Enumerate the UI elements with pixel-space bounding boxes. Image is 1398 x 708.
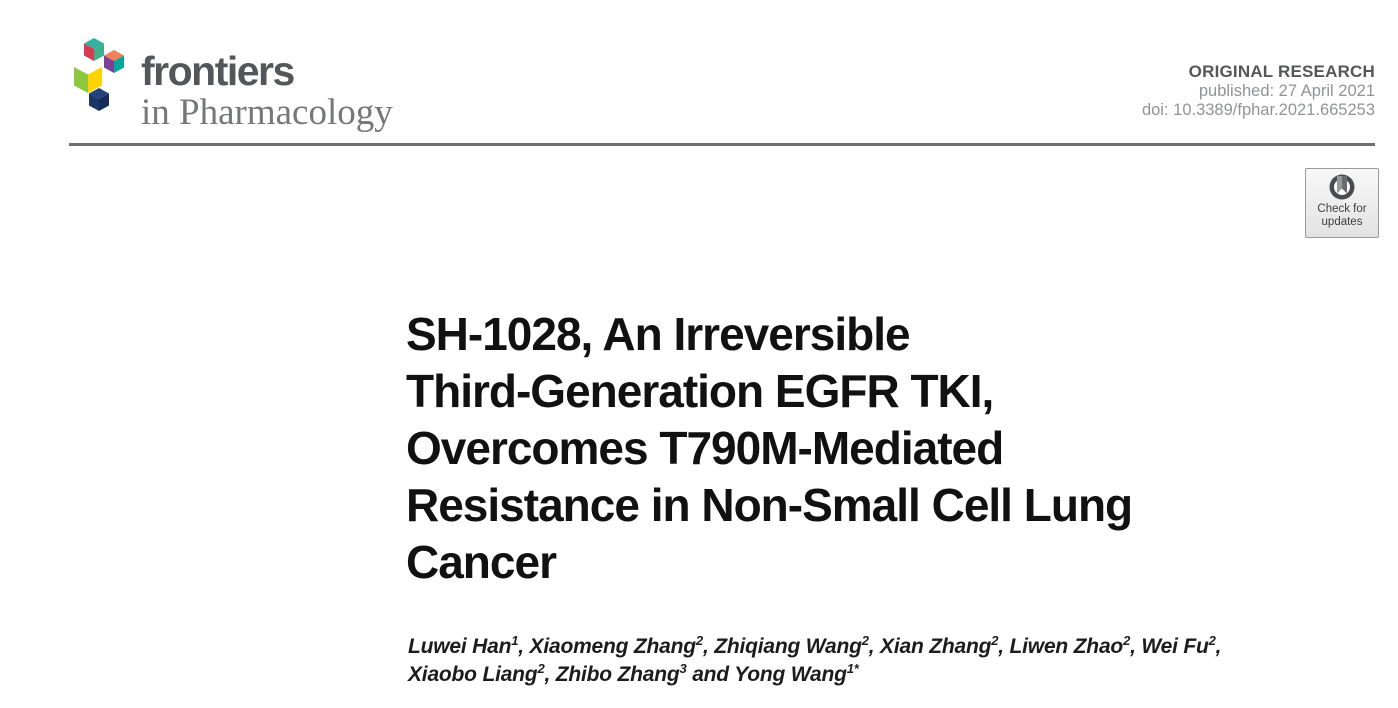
author-name: Zhibo Zhang bbox=[555, 663, 680, 686]
author-affiliation-superscript: 1 bbox=[511, 633, 519, 648]
journal-wordmark bbox=[141, 50, 393, 134]
check-for-updates-label-line2: updates bbox=[1321, 216, 1363, 228]
author-name: Xian Zhang bbox=[880, 635, 992, 658]
article-title-line: Overcomes T790M-Mediated bbox=[406, 422, 1004, 474]
author-name: Liwen Zhao bbox=[1009, 635, 1124, 658]
doi-link[interactable]: doi: 10.3389/fphar.2021.665253 bbox=[1141, 101, 1375, 119]
author bbox=[1141, 635, 1221, 658]
author-separator: , bbox=[868, 635, 881, 658]
author-separator: , bbox=[998, 635, 1010, 658]
author-list-line2 bbox=[408, 661, 1388, 689]
author-separator: , bbox=[702, 635, 715, 658]
author-affiliation-superscript: 2 bbox=[537, 661, 545, 676]
article-title-line: Third-Generation EGFR TKI, bbox=[406, 365, 994, 417]
author-affiliation-superscript: 2 bbox=[1208, 633, 1216, 648]
author-separator: , bbox=[1215, 635, 1222, 658]
author bbox=[880, 635, 1010, 658]
journal-name-frontiers: frontiers bbox=[141, 48, 294, 94]
article-title-line: Resistance in Non-Small Cell Lung bbox=[406, 479, 1133, 531]
author-affiliation-superscript: 2 bbox=[861, 633, 869, 648]
article-type-label: ORIGINAL RESEARCH bbox=[1188, 62, 1375, 81]
author bbox=[556, 663, 734, 686]
author bbox=[408, 663, 556, 686]
author-separator: , bbox=[518, 635, 530, 658]
author-name: Luwei Han bbox=[408, 635, 512, 658]
article-title bbox=[406, 306, 1366, 591]
author-name: Wei Fu bbox=[1141, 635, 1209, 658]
author-list-line1 bbox=[408, 633, 1388, 661]
header-divider bbox=[69, 143, 1375, 146]
author-name: Xiaobo Liang bbox=[408, 663, 538, 686]
author bbox=[408, 635, 530, 658]
crossmark-icon bbox=[1325, 173, 1359, 203]
article-title-line: SH-1028, An Irreversible bbox=[406, 308, 910, 360]
author-separator: , bbox=[1130, 635, 1142, 658]
frontiers-logo-icon bbox=[66, 36, 136, 118]
article-meta-block bbox=[1142, 62, 1375, 121]
author bbox=[530, 635, 715, 658]
author-affiliation-superscript: 3 bbox=[679, 661, 687, 676]
author-name: Zhiqiang Wang bbox=[714, 635, 862, 658]
author-affiliation-superscript: 1* bbox=[846, 661, 859, 676]
published-date: published: 27 April 2021 bbox=[1198, 81, 1375, 100]
author-name: Xiaomeng Zhang bbox=[529, 635, 696, 658]
author-list bbox=[408, 633, 1388, 689]
check-for-updates-button[interactable] bbox=[1305, 168, 1379, 238]
author bbox=[714, 635, 880, 658]
author-separator: , bbox=[544, 663, 556, 686]
check-for-updates-label-line1: Check for bbox=[1317, 203, 1367, 215]
author-name: Yong Wang bbox=[734, 663, 847, 686]
journal-name-in-pharmacology: in Pharmacology bbox=[141, 92, 393, 133]
author bbox=[734, 663, 858, 686]
author-separator: and bbox=[686, 663, 735, 686]
article-title-line: Cancer bbox=[406, 536, 556, 588]
author-affiliation-superscript: 2 bbox=[991, 633, 999, 648]
author-affiliation-superscript: 2 bbox=[695, 633, 703, 648]
author bbox=[1010, 635, 1142, 658]
author-affiliation-superscript: 2 bbox=[1123, 633, 1131, 648]
